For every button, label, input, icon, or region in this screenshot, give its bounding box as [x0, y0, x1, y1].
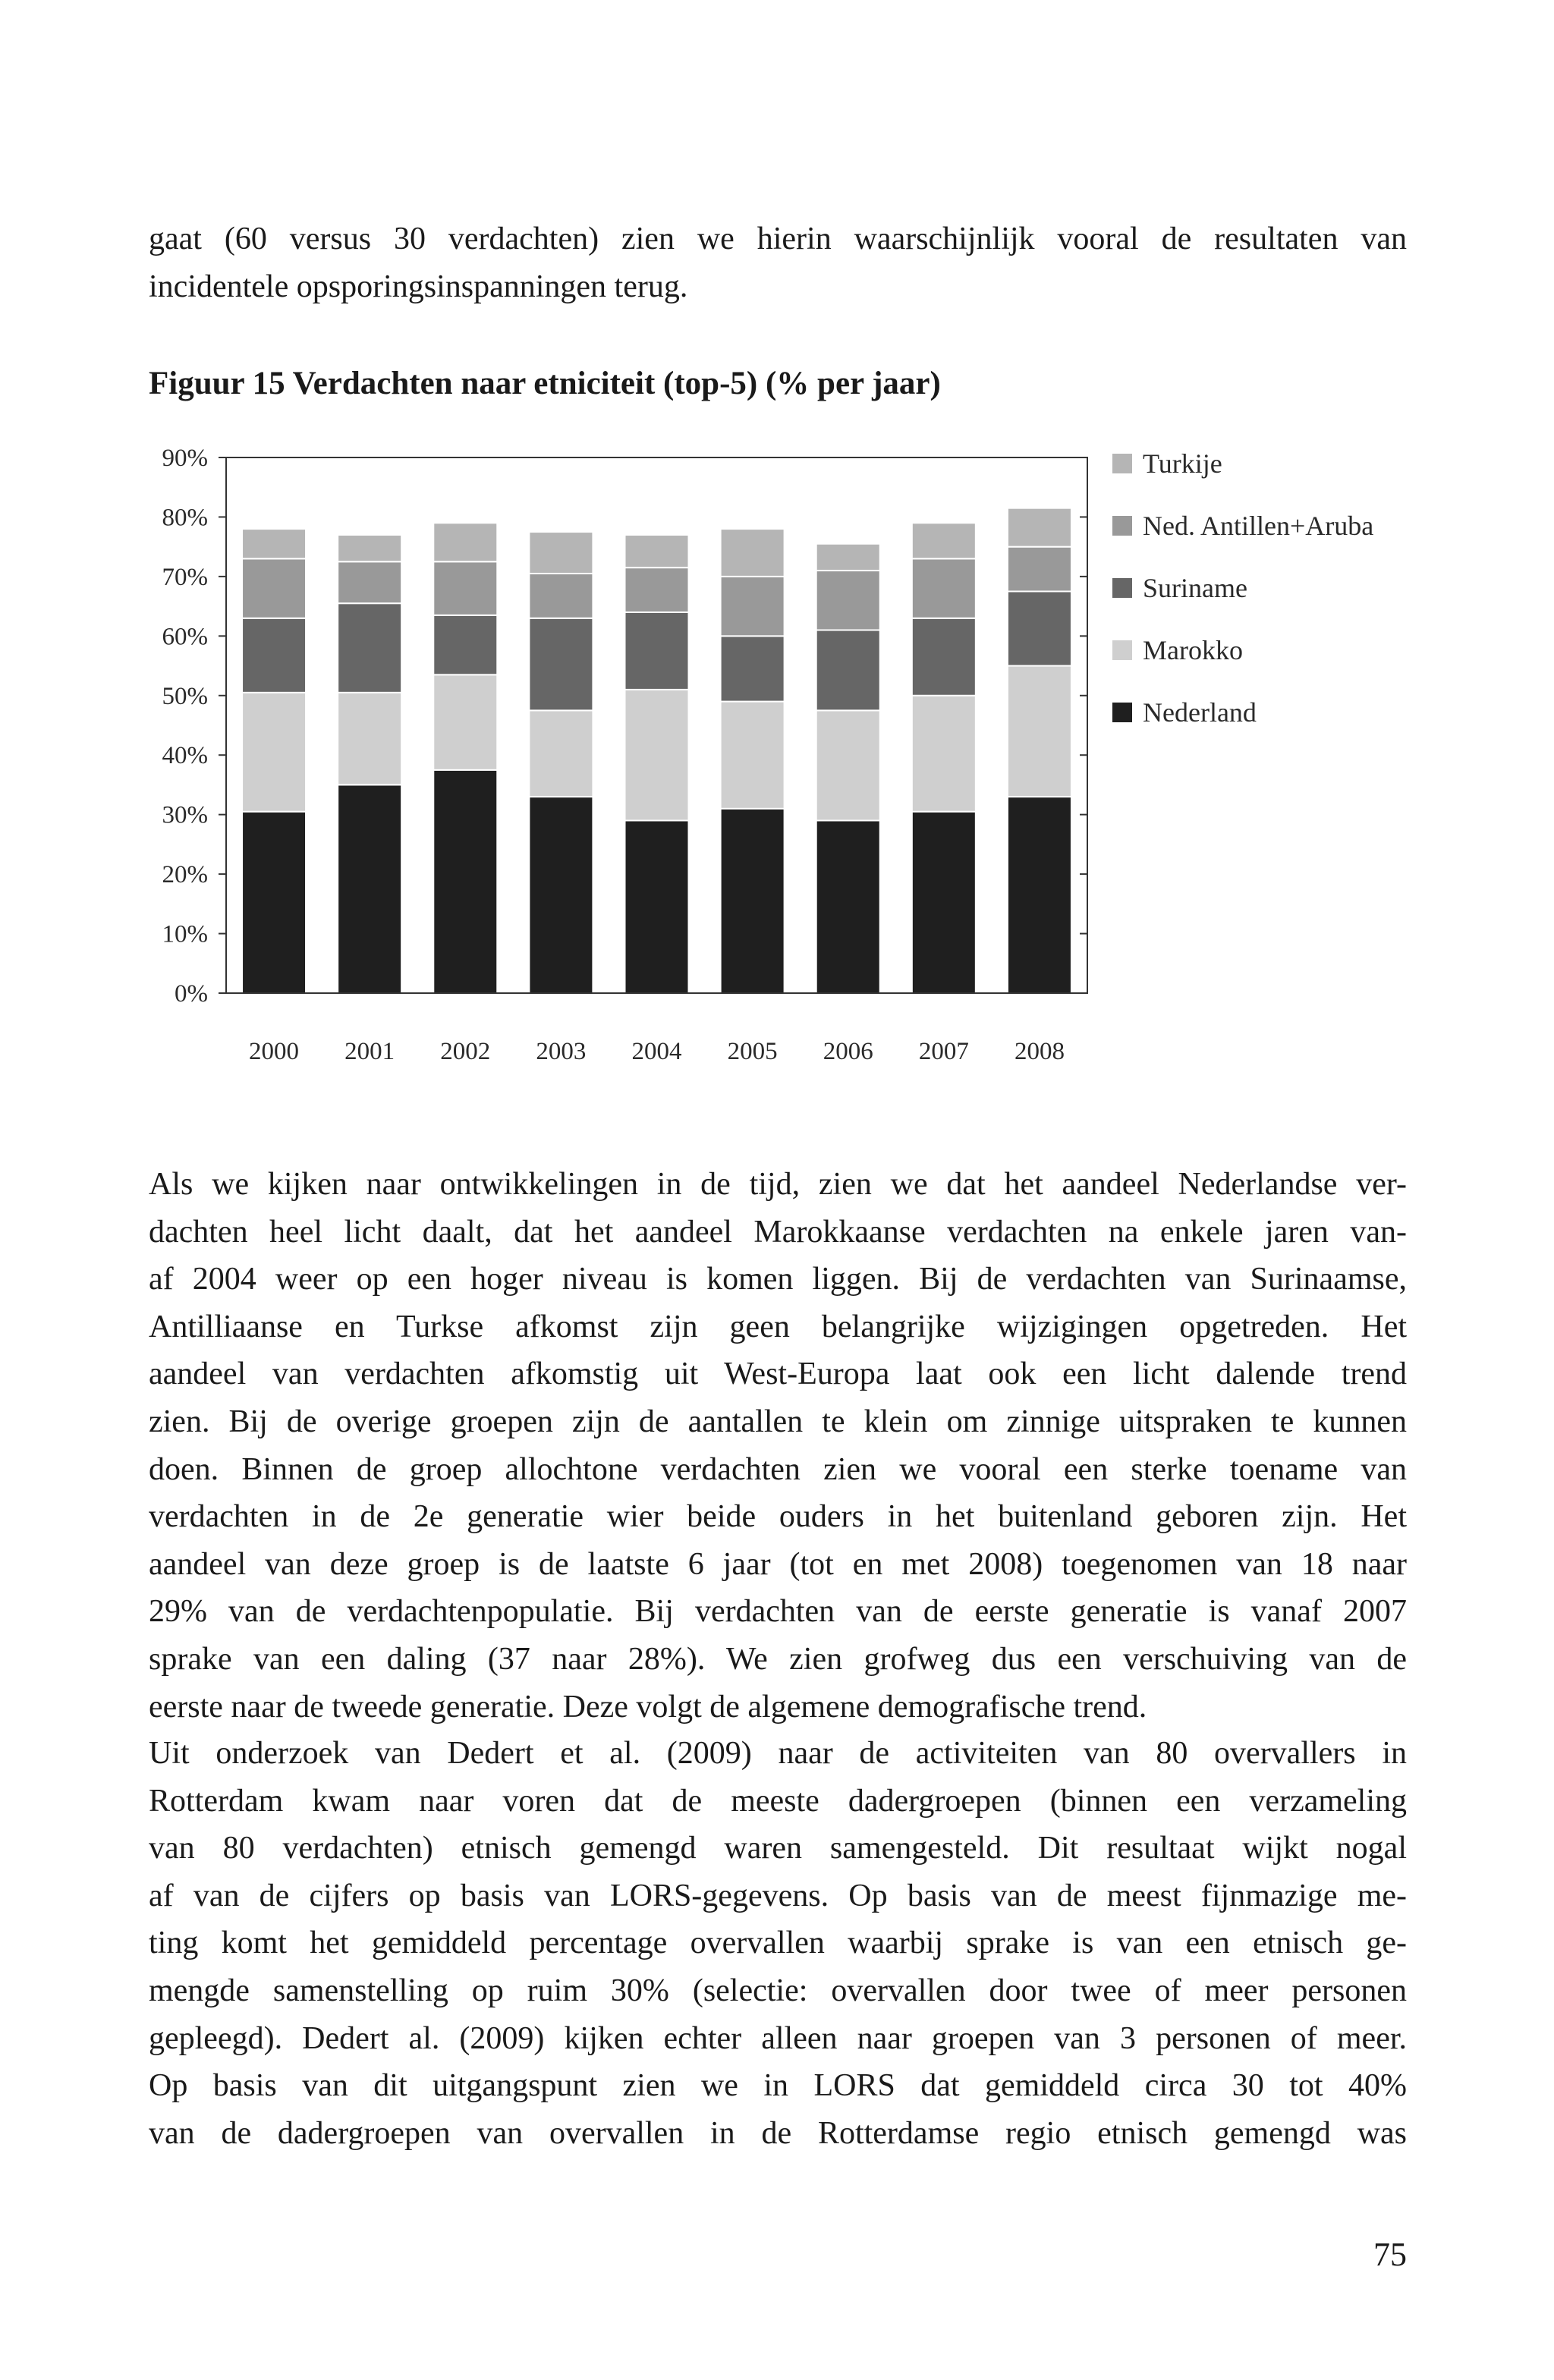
legend-label: Nederland: [1143, 697, 1257, 728]
bar-segment-marokko-2006: [816, 710, 880, 820]
y-axis-ticks: [162, 445, 227, 1008]
legend-swatch: [1112, 454, 1132, 473]
text-line: Op basis van dit uitgangspunt zien we in LORS dat gemiddeld circa 30 tot 40%: [149, 2068, 1407, 2104]
bar-segment-nederland-2000: [242, 812, 306, 993]
bar-segment-turkije-2005: [721, 529, 785, 577]
bar-segment-turkije-2002: [433, 523, 497, 561]
x-tick-label: 2002: [440, 1038, 491, 1065]
bar-segment-ned-antillen-aruba-2000: [242, 558, 306, 618]
bar-segment-turkije-2008: [1008, 508, 1071, 547]
bar-segment-marokko-2008: [1008, 666, 1071, 797]
text-line: incidentele opsporingsinspanningen terug.: [149, 269, 688, 304]
bar-segment-nederland-2003: [529, 797, 593, 993]
bar-segment-suriname-2000: [242, 618, 306, 693]
text-line: Rotterdam kwam naar voren dat de meeste dadergroepen (binnen een verzameling: [149, 1783, 1407, 1819]
text-line: eerste naar de tweede generatie. Deze volgt de algemene demografische trend.: [149, 1689, 1147, 1724]
legend: [1112, 448, 1373, 728]
bar-segment-marokko-2000: [242, 693, 306, 812]
text-line: ting komt het gemiddeld percentage overvallen waarbij sprake is van een etnisch ge-: [149, 1926, 1407, 1961]
text-line: 29% van de verdachtenpopulatie. Bij verdachten van de eerste generatie is vanaf 2007: [149, 1594, 1407, 1630]
bar-segment-suriname-2004: [625, 612, 689, 690]
stacked-bar-chart: [0, 0, 1554, 1093]
bar-segment-turkije-2007: [912, 523, 976, 558]
legend-label: Turkije: [1143, 448, 1222, 479]
bars: [242, 508, 1071, 993]
x-tick-label: 2007: [918, 1038, 969, 1065]
y-tick-label: 60%: [162, 623, 208, 651]
y-tick-label: 70%: [162, 563, 208, 591]
bar-segment-turkije-2004: [625, 535, 689, 567]
y-tick-label: 30%: [162, 801, 208, 829]
x-axis-ticks: [249, 1038, 1065, 1065]
text-line: af 2004 weer op een hoger niveau is komen liggen. Bij de verdachten van Surinaamse,: [149, 1262, 1407, 1297]
bar-segment-ned-antillen-aruba-2001: [338, 561, 401, 603]
bar-segment-marokko-2001: [338, 693, 401, 785]
bar-segment-nederland-2006: [816, 821, 880, 993]
figure-title: Figuur 15 Verdachten naar etniciteit (top-5) (% per jaar): [149, 366, 941, 401]
body-paragraph-2: [149, 1730, 1407, 2157]
bar-segment-marokko-2003: [529, 710, 593, 797]
text-line: Uit onderzoek van Dedert et al. (2009) naar de activiteiten van 80 overvallers in: [149, 1736, 1407, 1771]
bar-segment-marokko-2004: [625, 690, 689, 821]
text-line: aandeel van verdachten afkomstig uit West-Europa laat ook een licht dalende trend: [149, 1357, 1407, 1392]
bar-segment-ned-antillen-aruba-2007: [912, 558, 976, 618]
y-tick-label: 10%: [162, 920, 208, 948]
y-tick-label: 20%: [162, 861, 208, 889]
text-line: aandeel van deze groep is de laatste 6 jaar (tot en met 2008) toegenomen van 18 naar: [149, 1546, 1407, 1582]
bar-segment-ned-antillen-aruba-2005: [721, 577, 785, 636]
y-tick-label: 80%: [162, 504, 208, 532]
bar-segment-ned-antillen-aruba-2006: [816, 571, 880, 630]
legend-swatch: [1112, 640, 1132, 660]
x-tick-label: 2005: [727, 1038, 778, 1065]
bar-segment-turkije-2003: [529, 532, 593, 574]
bar-segment-suriname-2006: [816, 630, 880, 710]
bar-segment-marokko-2007: [912, 696, 976, 812]
text-line: gepleegd). Dedert al. (2009) kijken echter alleen naar groepen van 3 personen of meer.: [149, 2020, 1407, 2056]
text-line: van 80 verdachten) etnisch gemengd waren samengesteld. Dit resultaat wijkt nogal: [149, 1831, 1407, 1866]
bar-segment-suriname-2008: [1008, 592, 1071, 666]
text-line: af van de cijfers op basis van LORS-gegevens. Op basis van de meest fijnmazige me-: [149, 1878, 1407, 1913]
legend-label: Ned. Antillen+Aruba: [1143, 511, 1374, 541]
text-line: sprake van een daling (37 naar 28%). We zien grofweg dus een verschuiving van de: [149, 1641, 1407, 1677]
x-tick-label: 2000: [249, 1038, 300, 1065]
legend-label: Marokko: [1143, 635, 1243, 665]
bar-segment-nederland-2008: [1008, 797, 1071, 993]
bar-segment-ned-antillen-aruba-2003: [529, 574, 593, 618]
y-tick-label: 50%: [162, 682, 208, 710]
legend-label: Suriname: [1143, 573, 1247, 603]
x-tick-label: 2008: [1014, 1038, 1065, 1065]
text-line: doen. Binnen de groep allochtone verdachten zien we vooral een sterke toename van: [149, 1451, 1407, 1487]
bar-segment-marokko-2005: [721, 702, 785, 809]
text-line: dachten heel licht daalt, dat het aandeel Marokkaanse verdachten na enkele jaren van-: [149, 1214, 1407, 1250]
legend-swatch: [1112, 578, 1132, 598]
bar-segment-suriname-2003: [529, 618, 593, 711]
x-tick-label: 2001: [344, 1038, 395, 1065]
x-tick-label: 2004: [631, 1038, 682, 1065]
text-line: zien. Bij de overige groepen zijn de aantallen te klein om zinnige uitspraken te kunnen: [149, 1404, 1407, 1439]
text-line: verdachten in de 2e generatie wier beide ouders in het buitenland geboren zijn. Het: [149, 1499, 1407, 1535]
bar-segment-ned-antillen-aruba-2008: [1008, 547, 1071, 592]
text-line: Antilliaanse en Turkse afkomst zijn geen belangrijke wijzigingen opgetreden. Het: [149, 1309, 1407, 1344]
x-tick-label: 2003: [536, 1038, 587, 1065]
page-number: 75: [1373, 2236, 1407, 2273]
bar-segment-suriname-2001: [338, 603, 401, 693]
bar-segment-nederland-2004: [625, 821, 689, 993]
text-line: mengde samenstelling op ruim 30% (selectie: overvallen door twee of meer personen: [149, 1973, 1407, 2008]
bar-segment-marokko-2002: [433, 674, 497, 770]
legend-swatch: [1112, 703, 1132, 722]
x-tick-label: 2006: [823, 1038, 873, 1065]
text-line: gaat (60 versus 30 verdachten) zien we hierin waarschijnlijk vooral de resultaten van: [149, 222, 1407, 256]
legend-swatch: [1112, 516, 1132, 536]
text-line: Als we kijken naar ontwikkelingen in de tijd, zien we dat het aandeel Nederlandse ver-: [149, 1167, 1407, 1202]
body-paragraph-1: [149, 1161, 1407, 1731]
bar-segment-turkije-2001: [338, 535, 401, 561]
bar-segment-nederland-2001: [338, 784, 401, 993]
bar-segment-turkije-2006: [816, 544, 880, 571]
bar-segment-nederland-2007: [912, 812, 976, 993]
bar-segment-suriname-2007: [912, 618, 976, 696]
bar-segment-ned-antillen-aruba-2004: [625, 567, 689, 612]
text-line: van de dadergroepen van overvallen in de Rotterdamse regio etnisch gemengd was: [149, 2115, 1407, 2151]
bar-segment-nederland-2002: [433, 770, 497, 993]
bar-segment-turkije-2000: [242, 529, 306, 558]
bar-segment-suriname-2005: [721, 636, 785, 701]
y-tick-label: 90%: [162, 445, 208, 472]
bar-segment-suriname-2002: [433, 615, 497, 674]
y-tick-label: 0%: [175, 980, 208, 1008]
bar-segment-nederland-2005: [721, 809, 785, 993]
y-tick-label: 40%: [162, 742, 208, 770]
bar-segment-ned-antillen-aruba-2002: [433, 561, 497, 615]
